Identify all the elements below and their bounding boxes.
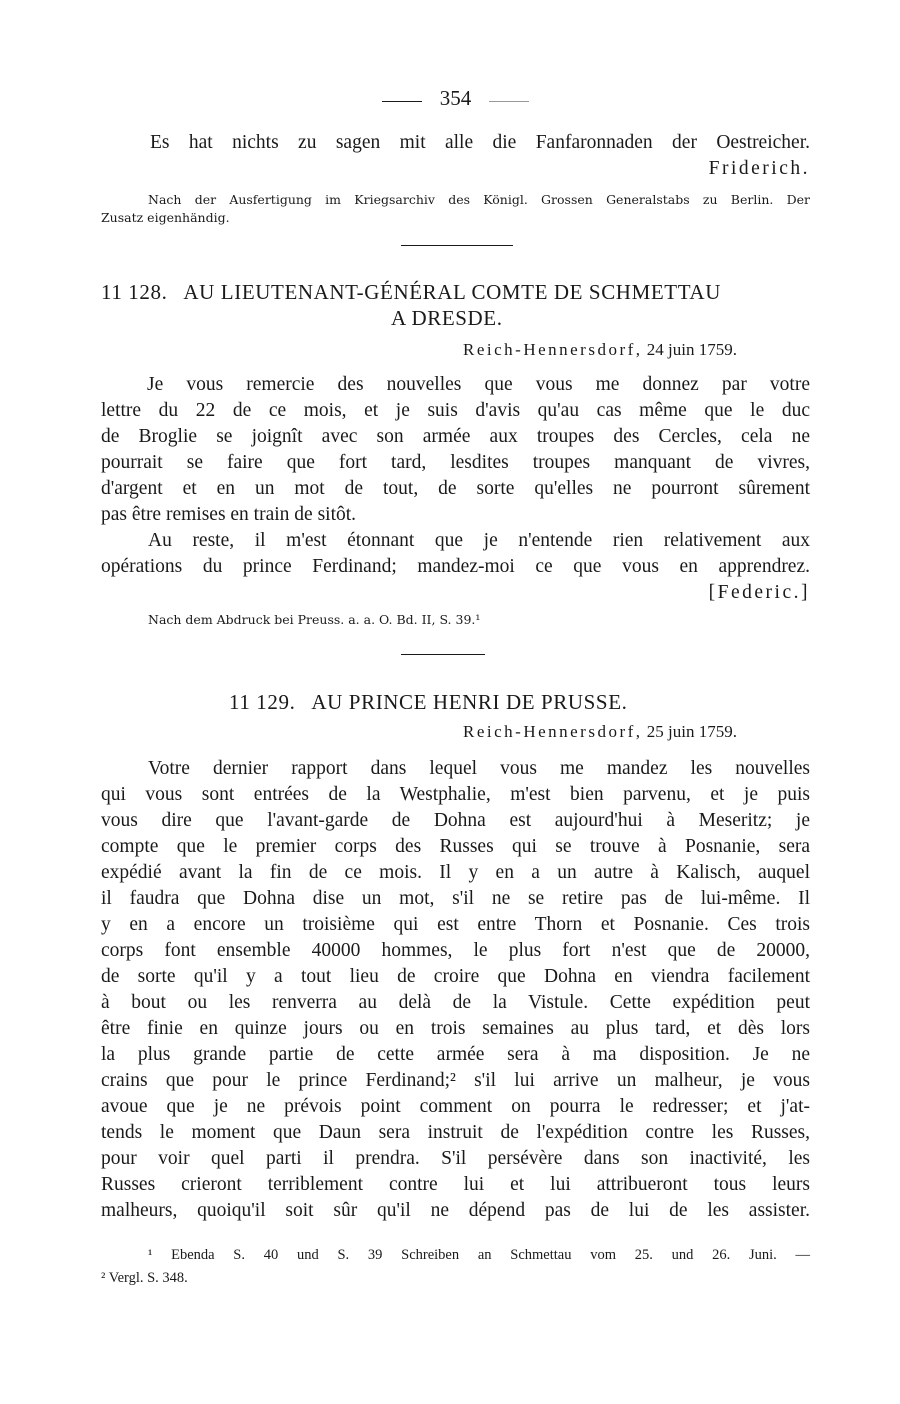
letter2-line-17: Russes crieront terriblement contre lui et lui attribueront tous leurs: [101, 1174, 810, 1195]
letter2-line-9: de sorte qu'il y a tout lieu de croire que Dohna en viendra facilement: [101, 966, 810, 987]
letter2-heading: [229, 690, 627, 715]
letter1-title-line-2: A DRESDE.: [391, 306, 503, 330]
letter2-line-1: Votre dernier rapport dans lequel vous me mandez les nouvelles: [148, 758, 810, 779]
footnote-1: ¹ Ebenda S. 40 und S. 39 Schreiben an Schmettau vom 25. und 26. Juni. —: [148, 1247, 810, 1263]
footnote-2: ² Vergl. S. 348.: [101, 1270, 188, 1286]
letter1-line-1: Je vous remercie des nouvelles que vous me donnez par votre: [147, 374, 810, 395]
letter1-number: 11 128.: [101, 280, 168, 304]
letter1-heading: [101, 280, 721, 305]
letter1-date: 24 juin 1759.: [646, 340, 737, 359]
head-dash-left: [382, 101, 422, 102]
letter1-line-5: d'argent et en un mot de tout, de sorte qu'elles ne pourront sûrement: [101, 478, 810, 499]
page-number: 354: [439, 86, 472, 110]
letter1-line-4: pourrait se faire que fort tard, lesdites troupes manquant de vivres,: [101, 452, 810, 473]
section-divider: [401, 245, 513, 246]
intro-signature: Friderich.: [708, 158, 810, 179]
letter1-line-8: opérations du prince Ferdinand; mandez-moi ce que vous en apprendrez.: [101, 556, 810, 577]
letter2-line-15: tends le moment que Daun sera instruit de l'expédition contre les Russes,: [101, 1122, 810, 1143]
letter1-signature: [Federic.]: [708, 582, 810, 603]
letter2-line-7: y en a encore un troisième qui est entre Thorn et Posnanie. Ces trois: [101, 914, 810, 935]
letter2-line-10: à bout ou les renverra au delà de la Vistule. Cette expédition peut: [101, 992, 810, 1013]
letter1-line-3: de Broglie se joignît avec son armée aux troupes des Cercles, cela ne: [101, 426, 810, 447]
running-head: [101, 86, 810, 111]
letter2-line-5: expédié avant la fin de ce mois. Il y en a un autre à Kalisch, auquel: [101, 862, 810, 883]
letter2-line-14: avoue que je ne prévois point comment on pourra le redresser; et j'at-: [101, 1096, 810, 1117]
letter2-line-13: crains que pour le prince Ferdinand;² s'il lui arrive un malheur, je vous: [101, 1070, 810, 1091]
letter1-dateline: [463, 340, 737, 360]
letter1-line-7: Au reste, il m'est étonnant que je n'entende rien relativement aux: [148, 530, 810, 551]
intro-line: Es hat nichts zu sagen mit alle die Fanfaronnaden der Oestreicher.: [150, 132, 810, 153]
letter1-line-2: lettre du 22 de ce mois, et je suis d'avis qu'au cas même que le duc: [101, 400, 810, 421]
section-divider: [401, 654, 485, 655]
letter2-line-11: être finie en quinze jours ou en trois semaines au plus tard, et dès lors: [101, 1018, 810, 1039]
letter2-date: 25 juin 1759.: [646, 722, 737, 741]
letter2-line-6: il faudra que Dohna dise un mot, s'il ne se retire pas de lui-même. Il: [101, 888, 810, 909]
letter2-dateline: [463, 722, 737, 742]
letter2-title: AU PRINCE HENRI DE PRUSSE.: [311, 690, 628, 714]
letter2-line-2: qui vous sont entrées de la Westphalie, m'est bien parvenu, et je puis: [101, 784, 810, 805]
letter2-number: 11 129.: [229, 690, 296, 714]
letter2-line-3: vous dire que l'avant-garde de Dohna est aujourd'hui à Meseritz; je: [101, 810, 810, 831]
letter1-line-6: pas être remises en train de sitôt.: [101, 504, 357, 525]
intro-note-line-2: Zusatz eigenhändig.: [101, 210, 230, 225]
letter2-line-16: pour voir quel parti il prendra. S'il persévère dans son inactivité, les: [101, 1148, 810, 1169]
letter1-title-line-1: AU LIEUTENANT-GÉNÉRAL COMTE DE SCHMETTAU: [183, 280, 721, 304]
head-dash-right: [489, 101, 529, 102]
letter1-source: Nach dem Abdruck bei Preuss. a. a. O. Bd. II, S. 39.¹: [148, 612, 481, 627]
letter2-place: Reich-Hennersdorf,: [463, 722, 643, 741]
letter2-line-18: malheurs, quoiqu'il soit sûr qu'il ne dépend pas de lui de les assister.: [101, 1200, 810, 1221]
letter2-line-12: la plus grande partie de cette armée sera à ma disposition. Je ne: [101, 1044, 810, 1065]
letter1-place: Reich-Hennersdorf,: [463, 340, 643, 359]
letter2-line-8: corps font ensemble 40000 hommes, le plus fort n'est que de 20000,: [101, 940, 810, 961]
intro-note-line-1: Nach der Ausfertigung im Kriegsarchiv des Königl. Grossen Generalstabs zu Berlin. Der: [148, 192, 810, 207]
letter2-line-4: compte que le premier corps des Russes qui se trouve à Posnanie, sera: [101, 836, 810, 857]
